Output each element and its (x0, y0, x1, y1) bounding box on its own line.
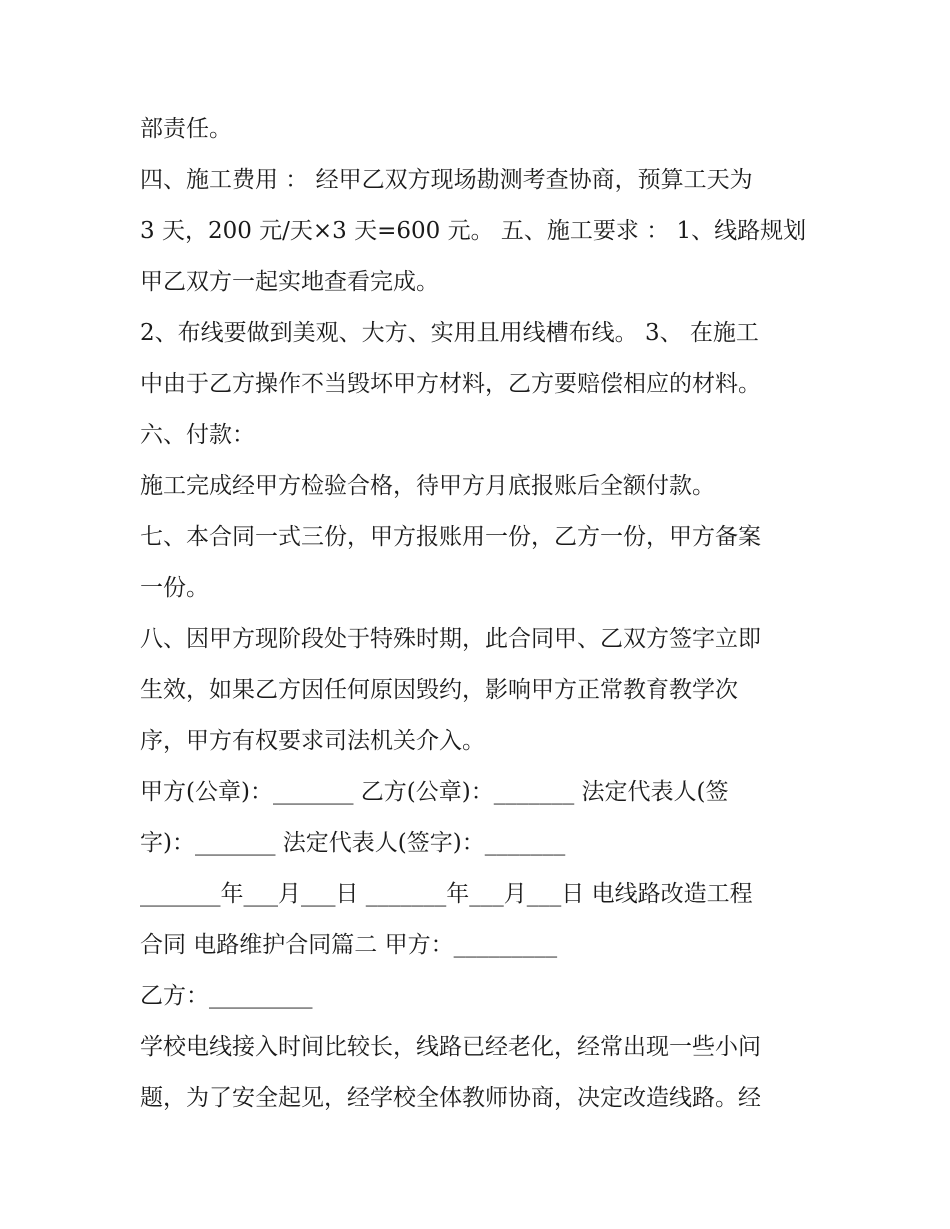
text-line: 2、布线要做到美观、大方、实用且用线槽布线。 3、 在施工 (140, 320, 759, 346)
document-body (140, 104, 820, 1124)
text-line: 甲方(公章)：_______ 乙方(公章)：_______ 法定代表人(签 (140, 779, 729, 805)
text-line: 生效，如果乙方因任何原因毁约，影响甲方正常教育教学次 (140, 677, 738, 703)
text-line: _______年___月___日 _______年___月___日 电线路改造工程 (140, 881, 753, 907)
text-line: 序，甲方有权要求司法机关介入。 (140, 728, 485, 754)
text-line: 题，为了安全起见，经学校全体教师协商，决定改造线路。经 (140, 1085, 761, 1111)
text-line: 中由于乙方操作不当毁坏甲方材料，乙方要赔偿相应的材料。 (140, 371, 761, 397)
text-line: 合同 电路维护合同篇二 甲方：_________ (140, 932, 558, 958)
text-line: 甲乙双方一起实地查看完成。 (140, 269, 439, 295)
text-line: 七、本合同一式三份，甲方报账用一份，乙方一份，甲方备案 (140, 524, 761, 550)
text-line: 字)：_______ 法定代表人(签字)：_______ (140, 830, 566, 856)
text-line: 六、付款： (140, 422, 255, 448)
text-line: 部责任。 (140, 116, 232, 142)
text-line: 施工完成经甲方检验合格，待甲方月底报账后全额付款。 (140, 473, 715, 499)
text-line: 3 天，200 元/天×3 天=600 元。 五、施工要求 ： 1、线路规划 (140, 218, 807, 244)
text-line: 四、施工费用 ： 经甲乙双方现场勘测考查协商，预算工天为 (140, 167, 753, 193)
text-line: 乙方：_________ (140, 983, 313, 1009)
text-line: 学校电线接入时间比较长，线路已经老化，经常出现一些小问 (140, 1034, 761, 1060)
text-line: 八、因甲方现阶段处于特殊时期，此合同甲、乙双方签字立即 (140, 626, 761, 652)
text-line: 一份。 (140, 575, 209, 601)
